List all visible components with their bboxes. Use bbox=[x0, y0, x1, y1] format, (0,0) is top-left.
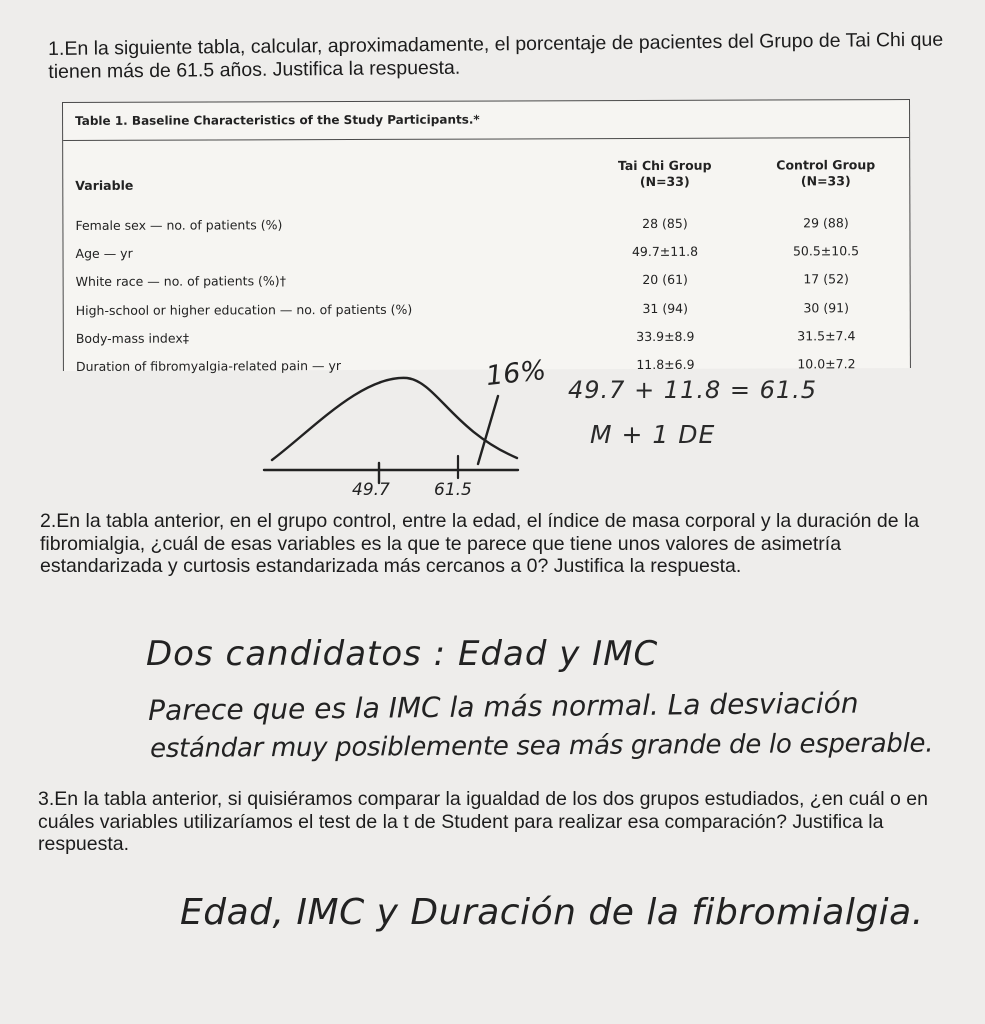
table-row bbox=[64, 265, 910, 296]
row-control-value: 10.0±7.2 bbox=[797, 356, 856, 372]
header-tai-chi-n: (N=33) bbox=[639, 173, 690, 189]
row-variable: White race — no. of patients (%)† bbox=[75, 273, 286, 290]
row-variable: Duration of fibromyalgia-related pain — yr bbox=[75, 358, 342, 375]
handwritten-axis-mean: 49.7 bbox=[352, 480, 390, 500]
question-2-text: 2.En la tabla anterior, en el grupo control, entre la edad, el índice de masa corporal y la duración de la fibromialgia, ¿cuál de esas variables es la que te parece que tiene unos valores de asimetría estandarizada y curtosis estandarizada más cercanos a 0? Justifica la respuesta. bbox=[40, 510, 920, 577]
tail-marker-line bbox=[478, 396, 498, 464]
answer-2-line-1: Dos candidatos : Edad y IMC bbox=[146, 634, 659, 674]
row-variable: Female sex — no. of patients (%) bbox=[75, 216, 283, 233]
handwritten-sum: 49.7 + 11.8 = 61.5 bbox=[568, 376, 818, 404]
table-header-row bbox=[63, 138, 909, 211]
handwritten-formula: M + 1 DE bbox=[590, 420, 716, 449]
row-control-value: 50.5±10.5 bbox=[792, 243, 860, 259]
table-caption: Table 1. Baseline Characteristics of the Study Participants.* bbox=[63, 100, 909, 141]
row-control-value: 17 (52) bbox=[803, 271, 849, 287]
row-tai-chi-value: 28 (85) bbox=[642, 215, 688, 231]
bell-curve-line bbox=[272, 378, 517, 460]
question-1-text: 1.En la siguiente tabla, calcular, aproximadamente, el porcentaje de pacientes del Grupo de Tai Chi que tienen más de 61.5 años. Justifica la respuesta. bbox=[48, 28, 944, 83]
table-row bbox=[63, 236, 909, 267]
row-tai-chi-value: 33.9±8.9 bbox=[636, 328, 695, 344]
header-tai-chi bbox=[587, 139, 742, 210]
answer-3: Edad, IMC y Duración de la fibromialgia. bbox=[180, 892, 924, 933]
answer-2-line-2: Parece que es la IMC la más normal. La desviación bbox=[148, 686, 859, 727]
row-control-value: 31.5±7.4 bbox=[797, 328, 856, 344]
header-variable: Variable bbox=[75, 177, 134, 193]
row-tai-chi-value: 31 (94) bbox=[642, 300, 689, 316]
table-row bbox=[64, 293, 910, 324]
table-grid bbox=[63, 138, 910, 381]
row-variable: High-school or higher education — no. of patients (%) bbox=[75, 301, 413, 318]
row-variable: Body-mass index‡ bbox=[75, 330, 189, 346]
header-control-label: Control Group bbox=[776, 157, 876, 173]
row-variable: Age — yr bbox=[75, 245, 133, 261]
question-3-text: 3.En la tabla anterior, si quisiéramos comparar la igualdad de los dos grupos estudiados, ¿en cuál o en cuáles variables utilizaríamos el test de la t de Student para realizar esa comparación? Justifica la respuesta. bbox=[38, 788, 928, 855]
table-row bbox=[63, 208, 909, 239]
row-tai-chi-value: 20 (61) bbox=[642, 272, 688, 288]
row-control-value: 29 (88) bbox=[803, 214, 849, 231]
header-control bbox=[742, 138, 909, 209]
row-control-value: 30 (91) bbox=[803, 299, 850, 315]
row-tai-chi-value: 11.8±6.9 bbox=[636, 356, 695, 373]
header-control-n: (N=33) bbox=[800, 173, 851, 189]
row-tai-chi-value: 49.7±11.8 bbox=[631, 243, 699, 259]
handwritten-axis-cutoff: 61.5 bbox=[434, 480, 472, 500]
header-tai-chi-label: Tai Chi Group bbox=[617, 157, 712, 174]
answer-2-line-3: estándar muy posiblemente sea más grande de lo esperable. bbox=[150, 728, 934, 764]
table-row bbox=[64, 321, 910, 352]
handwritten-percent: 16% bbox=[484, 354, 548, 393]
